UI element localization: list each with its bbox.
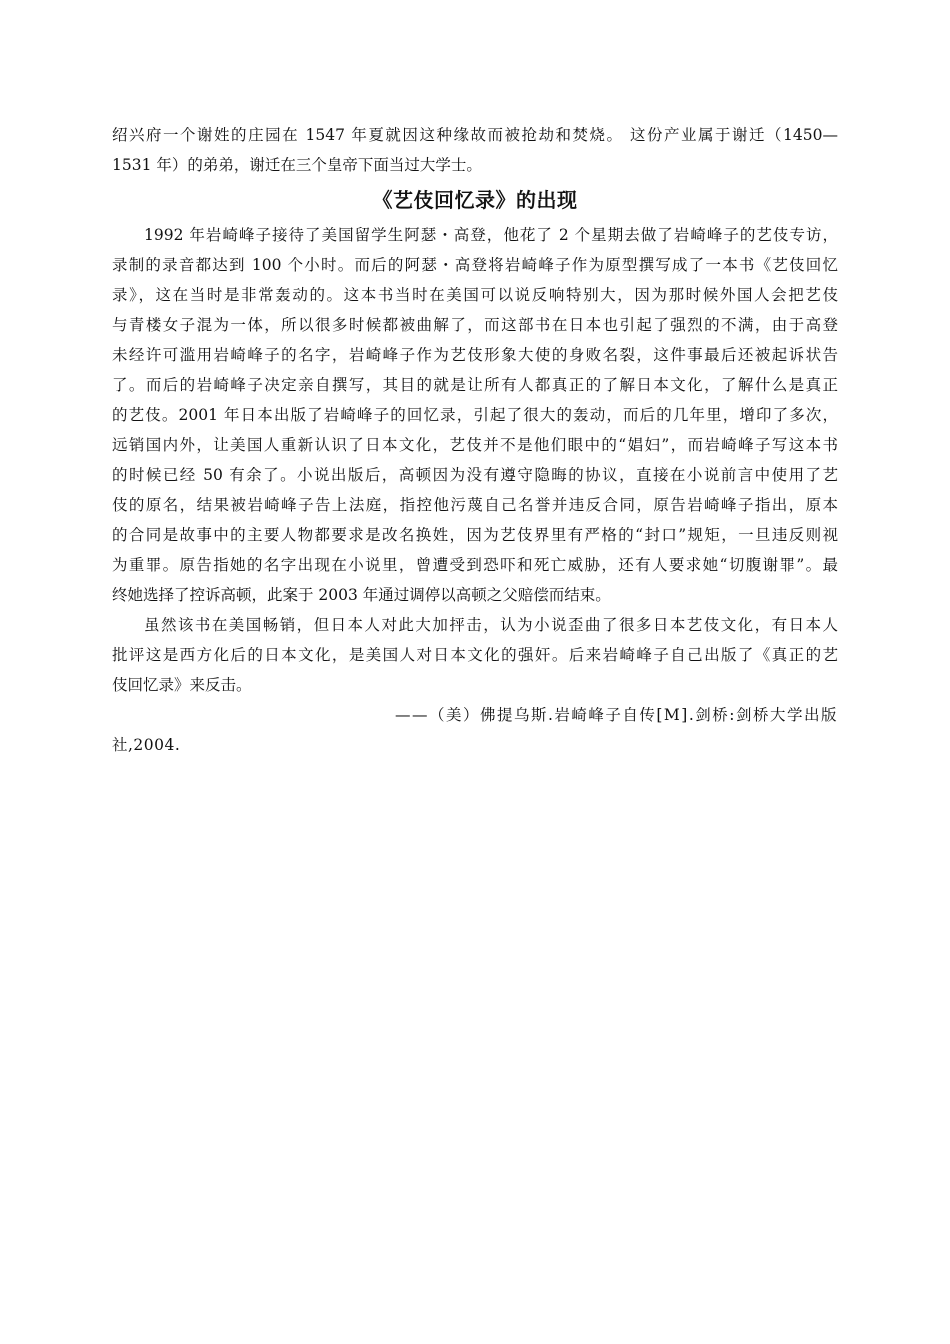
paragraph-1-line: 的艺伎。2001 年日本出版了岩崎峰子的回忆录，引起了很大的轰动，而后的几年里，增印了多次， (112, 406, 838, 424)
paragraph-1-line: 的时候已经 50 有余了。小说出版后，高顿因为没有遵守隐晦的协议，直接在小说前言中使用了艺 (112, 466, 838, 484)
paragraph-1-line: 未经许可滥用岩崎峰子的名字，岩崎峰子作为艺伎形象大使的身败名裂，这件事最后还被起诉状告 (112, 346, 838, 364)
citation-line-1: ——（美）佛提乌斯.岩崎峰子自传[M].剑桥:剑桥大学出版 (394, 706, 838, 724)
citation (112, 700, 838, 760)
paragraph-2-line: 伎回忆录》来反击。 (112, 676, 252, 694)
paragraph-1-line: 录》，这在当时是非常轰动的。这本书当时在美国可以说反响特别大，因为那时候外国人会把艺伎 (112, 286, 838, 304)
paragraph-1 (112, 220, 838, 610)
citation-line-2: 社,2004. (112, 736, 181, 754)
paragraph-1-line: 伎的原名，结果被岩崎峰子告上法庭，指控他污蔑自己名誉并违反合同，原告岩崎峰子指出，原本 (112, 496, 838, 514)
paragraph-2-line: 虽然该书在美国畅销，但日本人对此大加抨击，认为小说歪曲了很多日本艺伎文化，有日本人 (144, 616, 838, 634)
paragraph-1-line: 为重罪。原告指她的名字出现在小说里，曾遭受到恐吓和死亡威胁，还有人要求她“切腹谢罪”。最 (112, 556, 838, 574)
paragraph-2-line: 批评这是西方化后的日本文化，是美国人对日本文化的强奸。后来岩崎峰子自己出版了《真正的艺 (112, 646, 838, 664)
paragraph-1-line: 与青楼女子混为一体，所以很多时候都被曲解了，而这部书在日本也引起了强烈的不满，由于高登 (112, 316, 838, 334)
paragraph-1-line: 1992 年岩崎峰子接待了美国留学生阿瑟・高登，他花了 2 个星期去做了岩崎峰子的艺伎专访， (144, 226, 838, 244)
section-title: 《艺伎回忆录》的出现 (372, 188, 578, 212)
paragraph-1-line: 的合同是故事中的主要人物都要求是改名换姓，因为艺伎界里有严格的“封口”规矩，一旦违反则视 (112, 526, 838, 544)
document-page (112, 120, 838, 760)
paragraph-2 (112, 610, 838, 700)
intro-line-1: 绍兴府一个谢姓的庄园在 1547 年夏就因这种缘故而被抢劫和焚烧。 这份产业属于谢迁（1450— (112, 126, 838, 144)
intro-line-2: 1531 年）的弟弟，谢迁在三个皇帝下面当过大学士。 (112, 156, 482, 174)
paragraph-1-line: 了。而后的岩崎峰子决定亲自撰写，其目的就是让所有人都真正的了解日本文化，了解什么是真正 (112, 376, 838, 394)
paragraph-1-line: 录制的录音都达到 100 个小时。而后的阿瑟・高登将岩崎峰子作为原型撰写成了一本书《艺伎回忆 (112, 256, 838, 274)
paragraph-1-line: 远销国内外，让美国人重新认识了日本文化，艺伎并不是他们眼中的“娼妇”，而岩崎峰子写这本书 (112, 436, 838, 454)
paragraph-1-line: 终她选择了控诉高顿，此案于 2003 年通过调停以高顿之父赔偿而结束。 (112, 586, 611, 604)
